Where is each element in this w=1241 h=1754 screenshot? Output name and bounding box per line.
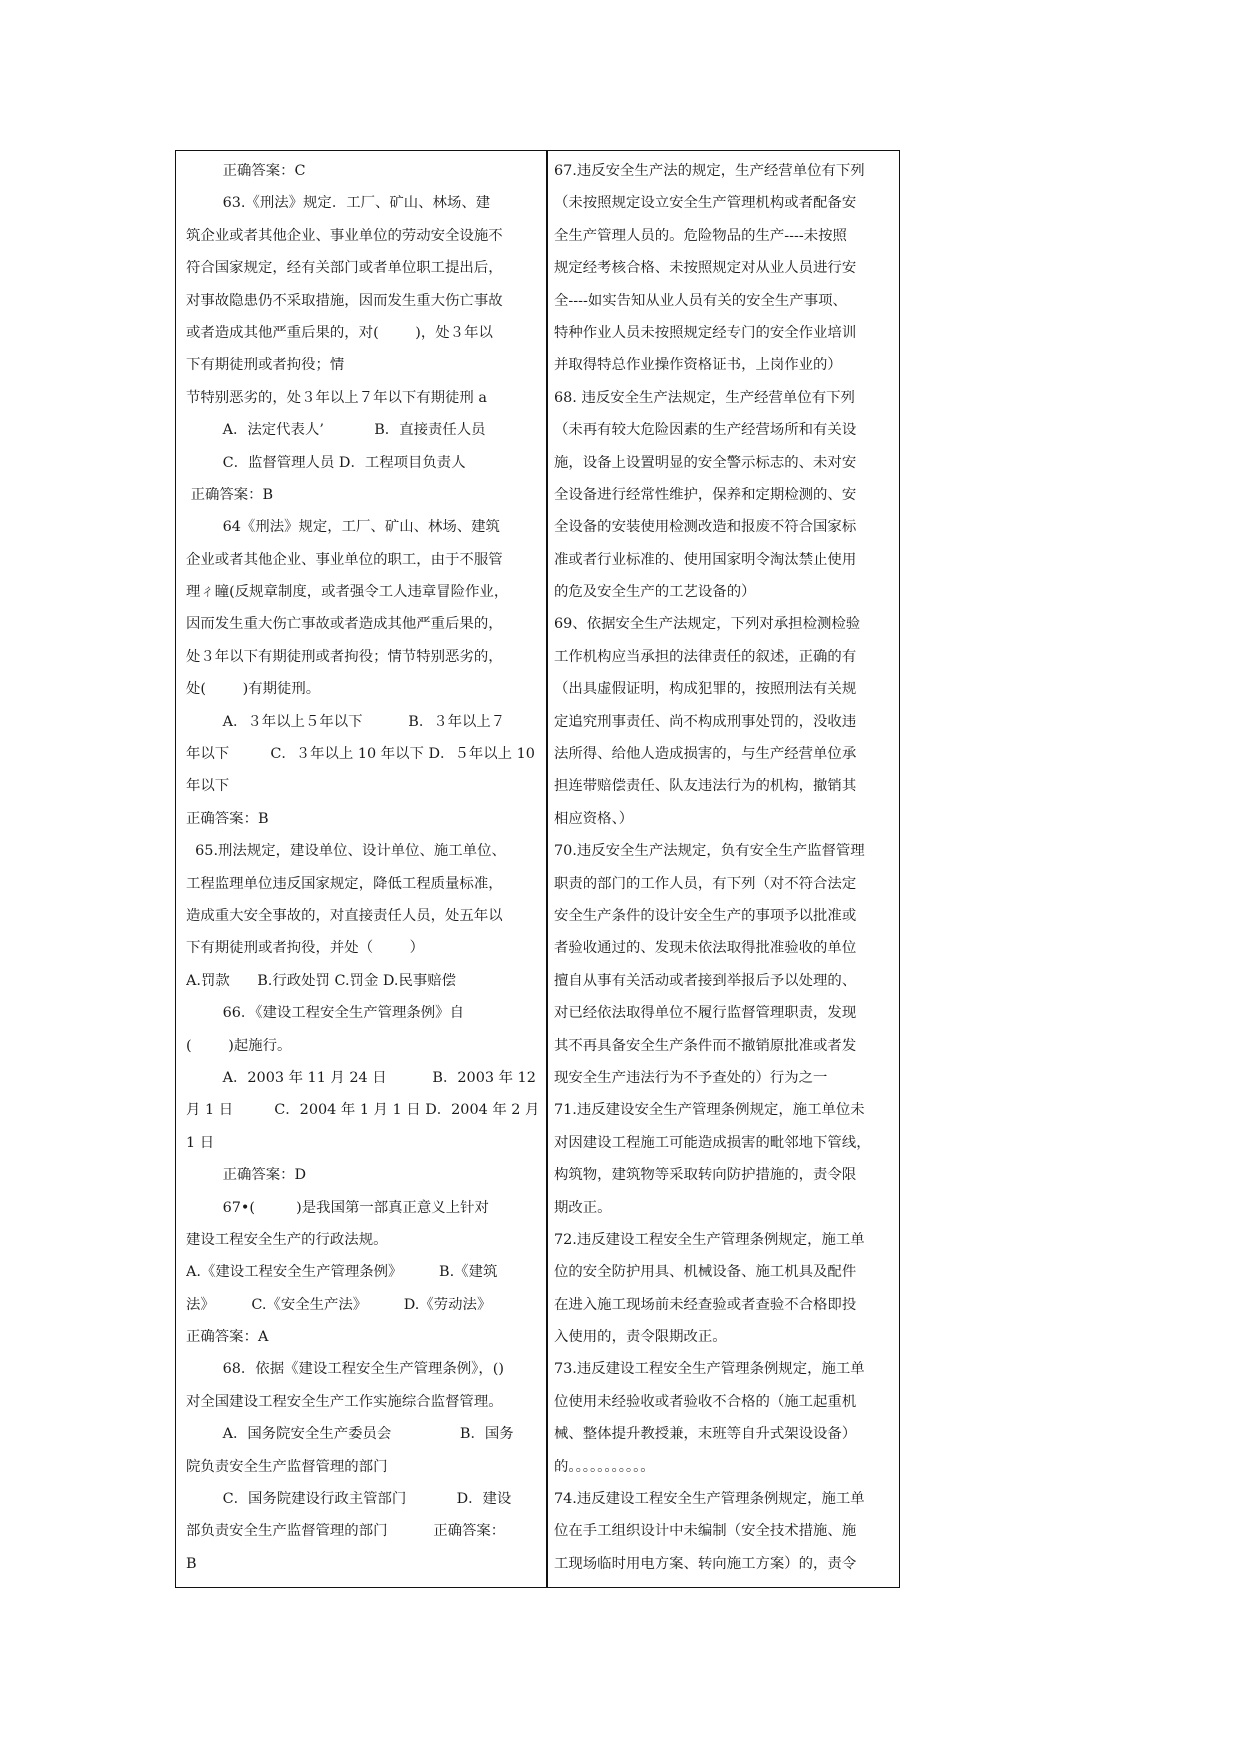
text-line: 的危及安全生产的工艺设备的） xyxy=(554,584,756,601)
text-line: 工现场临时用电方案、转向施工方案）的，责令 xyxy=(554,1555,857,1572)
text-line: 筑企业或者其他企业、事业单位的劳动安全设施不 xyxy=(186,227,503,244)
text-line: 企业或者其他企业、事业单位的职工，由于不服管 xyxy=(186,551,503,568)
text-line: 64《刑法》规定，工厂、矿山、林场、建筑 xyxy=(186,519,500,536)
text-line: A．2003 年 11 月 24 日 B．2003 年 12 xyxy=(186,1069,536,1086)
text-line: 担连带赔偿责任、队友违法行为的机构，撤销其 xyxy=(554,778,857,795)
text-line: 施，设备上设置明显的安全警示标志的、未对安 xyxy=(554,454,857,471)
text-line: 67.违反安全生产法的规定，生产经营单位有下列 xyxy=(554,163,865,179)
text-line: 下有期徒刑或者拘役；情 xyxy=(186,357,345,374)
text-line: 全设备进行经常性维护，保养和定期检测的、安 xyxy=(554,486,857,503)
text-line: 位使用未经验收或者验收不合格的（施工起重机 xyxy=(554,1393,857,1410)
text-line: 下有期徒刑或者拘役，并处（ ） xyxy=(186,940,425,957)
text-line: 对事故隐患仍不采取措施，因而发生重大伤亡事故 xyxy=(186,292,503,309)
text-line: 特种作业人员未按照规定经专门的安全作业培训 xyxy=(554,324,857,341)
text-line: 部负责安全生产监督管理的部门 正确答案： xyxy=(186,1523,506,1540)
text-line: 71.违反建设安全生产管理条例规定，施工单位未 xyxy=(554,1102,865,1119)
text-line: 年以下 C．３年以上 10 年以下 D．５年以上 10 xyxy=(186,746,535,763)
left-column xyxy=(186,155,542,1580)
text-line: 工程监理单位违反国家规定，降低工程质量标准， xyxy=(186,875,503,892)
text-line: （未按照规定设立安全生产管理机构或者配备安 xyxy=(554,195,857,212)
text-line: 69、依据安全生产法规定，下列对承担检测检验 xyxy=(554,616,861,633)
text-line: A．法定代表人’ B．直接责任人员 xyxy=(186,422,486,439)
text-line: 在进入施工现场前未经查验或者查验不合格即投 xyxy=(554,1296,857,1313)
text-line: 月 1 日 C．2004 年 1 月 1 日 D．2004 年 2 月 xyxy=(186,1102,540,1119)
text-line: 者验收通过的、发现未依法取得批准验收的单位 xyxy=(554,940,857,957)
text-line: C．国务院建设行政主管部门 D．建设 xyxy=(186,1491,512,1508)
text-line: 位在手工组织设计中未编制（安全技术措施、施 xyxy=(554,1523,857,1540)
text-line: 对已经依法取得单位不履行监督管理职责，发现 xyxy=(554,1005,857,1022)
text-line: 节特别恶劣的，处３年以上７年以下有期徒刑 a xyxy=(186,389,487,406)
two-column-table xyxy=(175,150,900,1588)
column-divider xyxy=(546,151,548,1587)
text-line: 73.违反建设工程安全生产管理条例规定，施工单 xyxy=(554,1361,865,1378)
text-line: 处３年以下有期徒刑或者拘役；情节特别恶劣的， xyxy=(186,648,503,665)
text-line: 74.违反建设工程安全生产管理条例规定，施工单 xyxy=(554,1491,865,1508)
text-line: 的。。。。。。。。。。。 xyxy=(554,1458,655,1475)
text-line: 或者造成其他严重后果的，对( )，处３年以 xyxy=(186,324,493,341)
text-line: （出具虚假证明，构成犯罪的，按照刑法有关规 xyxy=(554,681,857,698)
text-line: 因而发生重大伤亡事故或者造成其他严重后果的， xyxy=(186,616,503,633)
text-line: 位的安全防护用具、机械设备、施工机具及配件 xyxy=(554,1264,857,1281)
text-line: 全生产管理人员的。危险物品的生产----未按照 xyxy=(554,227,847,244)
text-line: （未再有较大危险因素的生产经营场所和有关设 xyxy=(554,422,857,439)
text-line: 正确答案：B xyxy=(186,810,269,827)
text-line: 对全国建设工程安全生产工作实施综合监督管理。 xyxy=(186,1393,503,1410)
text-line: 法》 C.《安全生产法》 D.《劳动法》 xyxy=(186,1296,492,1313)
text-line: 67•( )是我国第一部真正意义上针对 xyxy=(186,1199,489,1216)
text-line: 1 日 xyxy=(186,1134,215,1151)
text-line: 正确答案：A xyxy=(186,1329,269,1346)
text-line: 65.刑法规定，建设单位、设计单位、施工单位、 xyxy=(186,843,506,860)
text-line: 对因建设工程施工可能造成损害的毗邻地下管线， xyxy=(554,1134,871,1151)
text-line: 全----如实告知从业人员有关的安全生产事项、 xyxy=(554,292,847,309)
text-line: 其不再具备安全生产条件而不撤销原批准或者发 xyxy=(554,1037,857,1054)
right-column xyxy=(554,155,891,1580)
text-line: 定追究刑事责任、尚不构成刑事处罚的，没收违 xyxy=(554,713,857,730)
text-line: A．国务院安全生产委员会 B．国务 xyxy=(186,1426,514,1443)
text-line: 职责的部门的工作人员，有下列（对不符合法定 xyxy=(554,875,857,892)
text-line: 准或者行业标准的、使用国家明令淘汰禁止使用 xyxy=(554,551,857,568)
text-line: 入使用的，责令限期改正。 xyxy=(554,1329,727,1346)
text-line: 构筑物，建筑物等采取转向防护措施的，责令限 xyxy=(554,1167,857,1184)
text-line: 70.违反安全生产法规定，负有安全生产监督管理 xyxy=(554,843,865,860)
text-line: A.《建设工程安全生产管理条例》 B.《建筑 xyxy=(186,1264,498,1281)
text-line: 工作机构应当承担的法律责任的叙述，正确的有 xyxy=(554,648,857,665)
text-line: 相应资格、） xyxy=(554,810,634,827)
text-line: 现安全生产违法行为不予查处的）行为之一 xyxy=(554,1069,828,1086)
text-line: 正确答案：B xyxy=(186,486,274,503)
text-line: A．３年以上５年以下 B．３年以上７ xyxy=(186,713,506,730)
text-line: A.罚款 B.行政处罚 C.罚金 D.民事赔偿 xyxy=(186,972,457,989)
text-line: 规定经考核合格、未按照规定对从业人员进行安 xyxy=(554,260,857,277)
text-line: 正确答案：D xyxy=(186,1167,307,1184)
text-line: 正确答案：C xyxy=(186,163,306,179)
text-line: 建设工程安全生产的行政法规。 xyxy=(186,1231,388,1248)
text-line: ( )起施行。 xyxy=(186,1037,292,1054)
text-line: 68. 违反安全生产法规定，生产经营单位有下列 xyxy=(554,389,855,406)
text-line: 院负责安全生产监督管理的部门 xyxy=(186,1458,388,1475)
text-line: 械、整体提升教授兼，末班等自升式架设设备） xyxy=(554,1426,857,1443)
text-line: 处( )有期徒刑。 xyxy=(186,681,321,698)
text-line: C．监督管理人员 D．工程项目负责人 xyxy=(186,454,466,471)
text-line: 擅自从事有关活动或者接到举报后予以处理的、 xyxy=(554,972,857,989)
text-line: 期改正。 xyxy=(554,1199,612,1216)
text-line: 72.违反建设工程安全生产管理条例规定，施工单 xyxy=(554,1231,865,1248)
text-line: 安全生产条件的设计安全生产的事项予以批准或 xyxy=(554,907,857,924)
text-line: 造成重大安全事故的，对直接责任人员，处五年以 xyxy=(186,907,503,924)
text-line: 理ㄔ瞳(反规章制度，或者强令工人违章冒险作业， xyxy=(186,584,509,601)
text-line: 符合国家规定，经有关部门或者单位职工提出后， xyxy=(186,260,503,277)
text-line: 全设备的安装使用检测改造和报废不符合国家标 xyxy=(554,519,857,536)
text-line: 66．《建设工程安全生产管理条例》自 xyxy=(186,1005,464,1022)
text-line: 年以下 xyxy=(186,778,230,795)
text-line: 法所得、给他人造成损害的，与生产经营单位承 xyxy=(554,746,857,763)
text-line: 并取得特总作业操作资格证书，上岗作业的） xyxy=(554,357,842,374)
text-line: B xyxy=(186,1555,197,1572)
text-line: 63.《刑法》规定．工厂、矿山、林场、建 xyxy=(186,195,491,212)
text-line: 68．依据《建设工程安全生产管理条例》，() xyxy=(186,1361,504,1378)
